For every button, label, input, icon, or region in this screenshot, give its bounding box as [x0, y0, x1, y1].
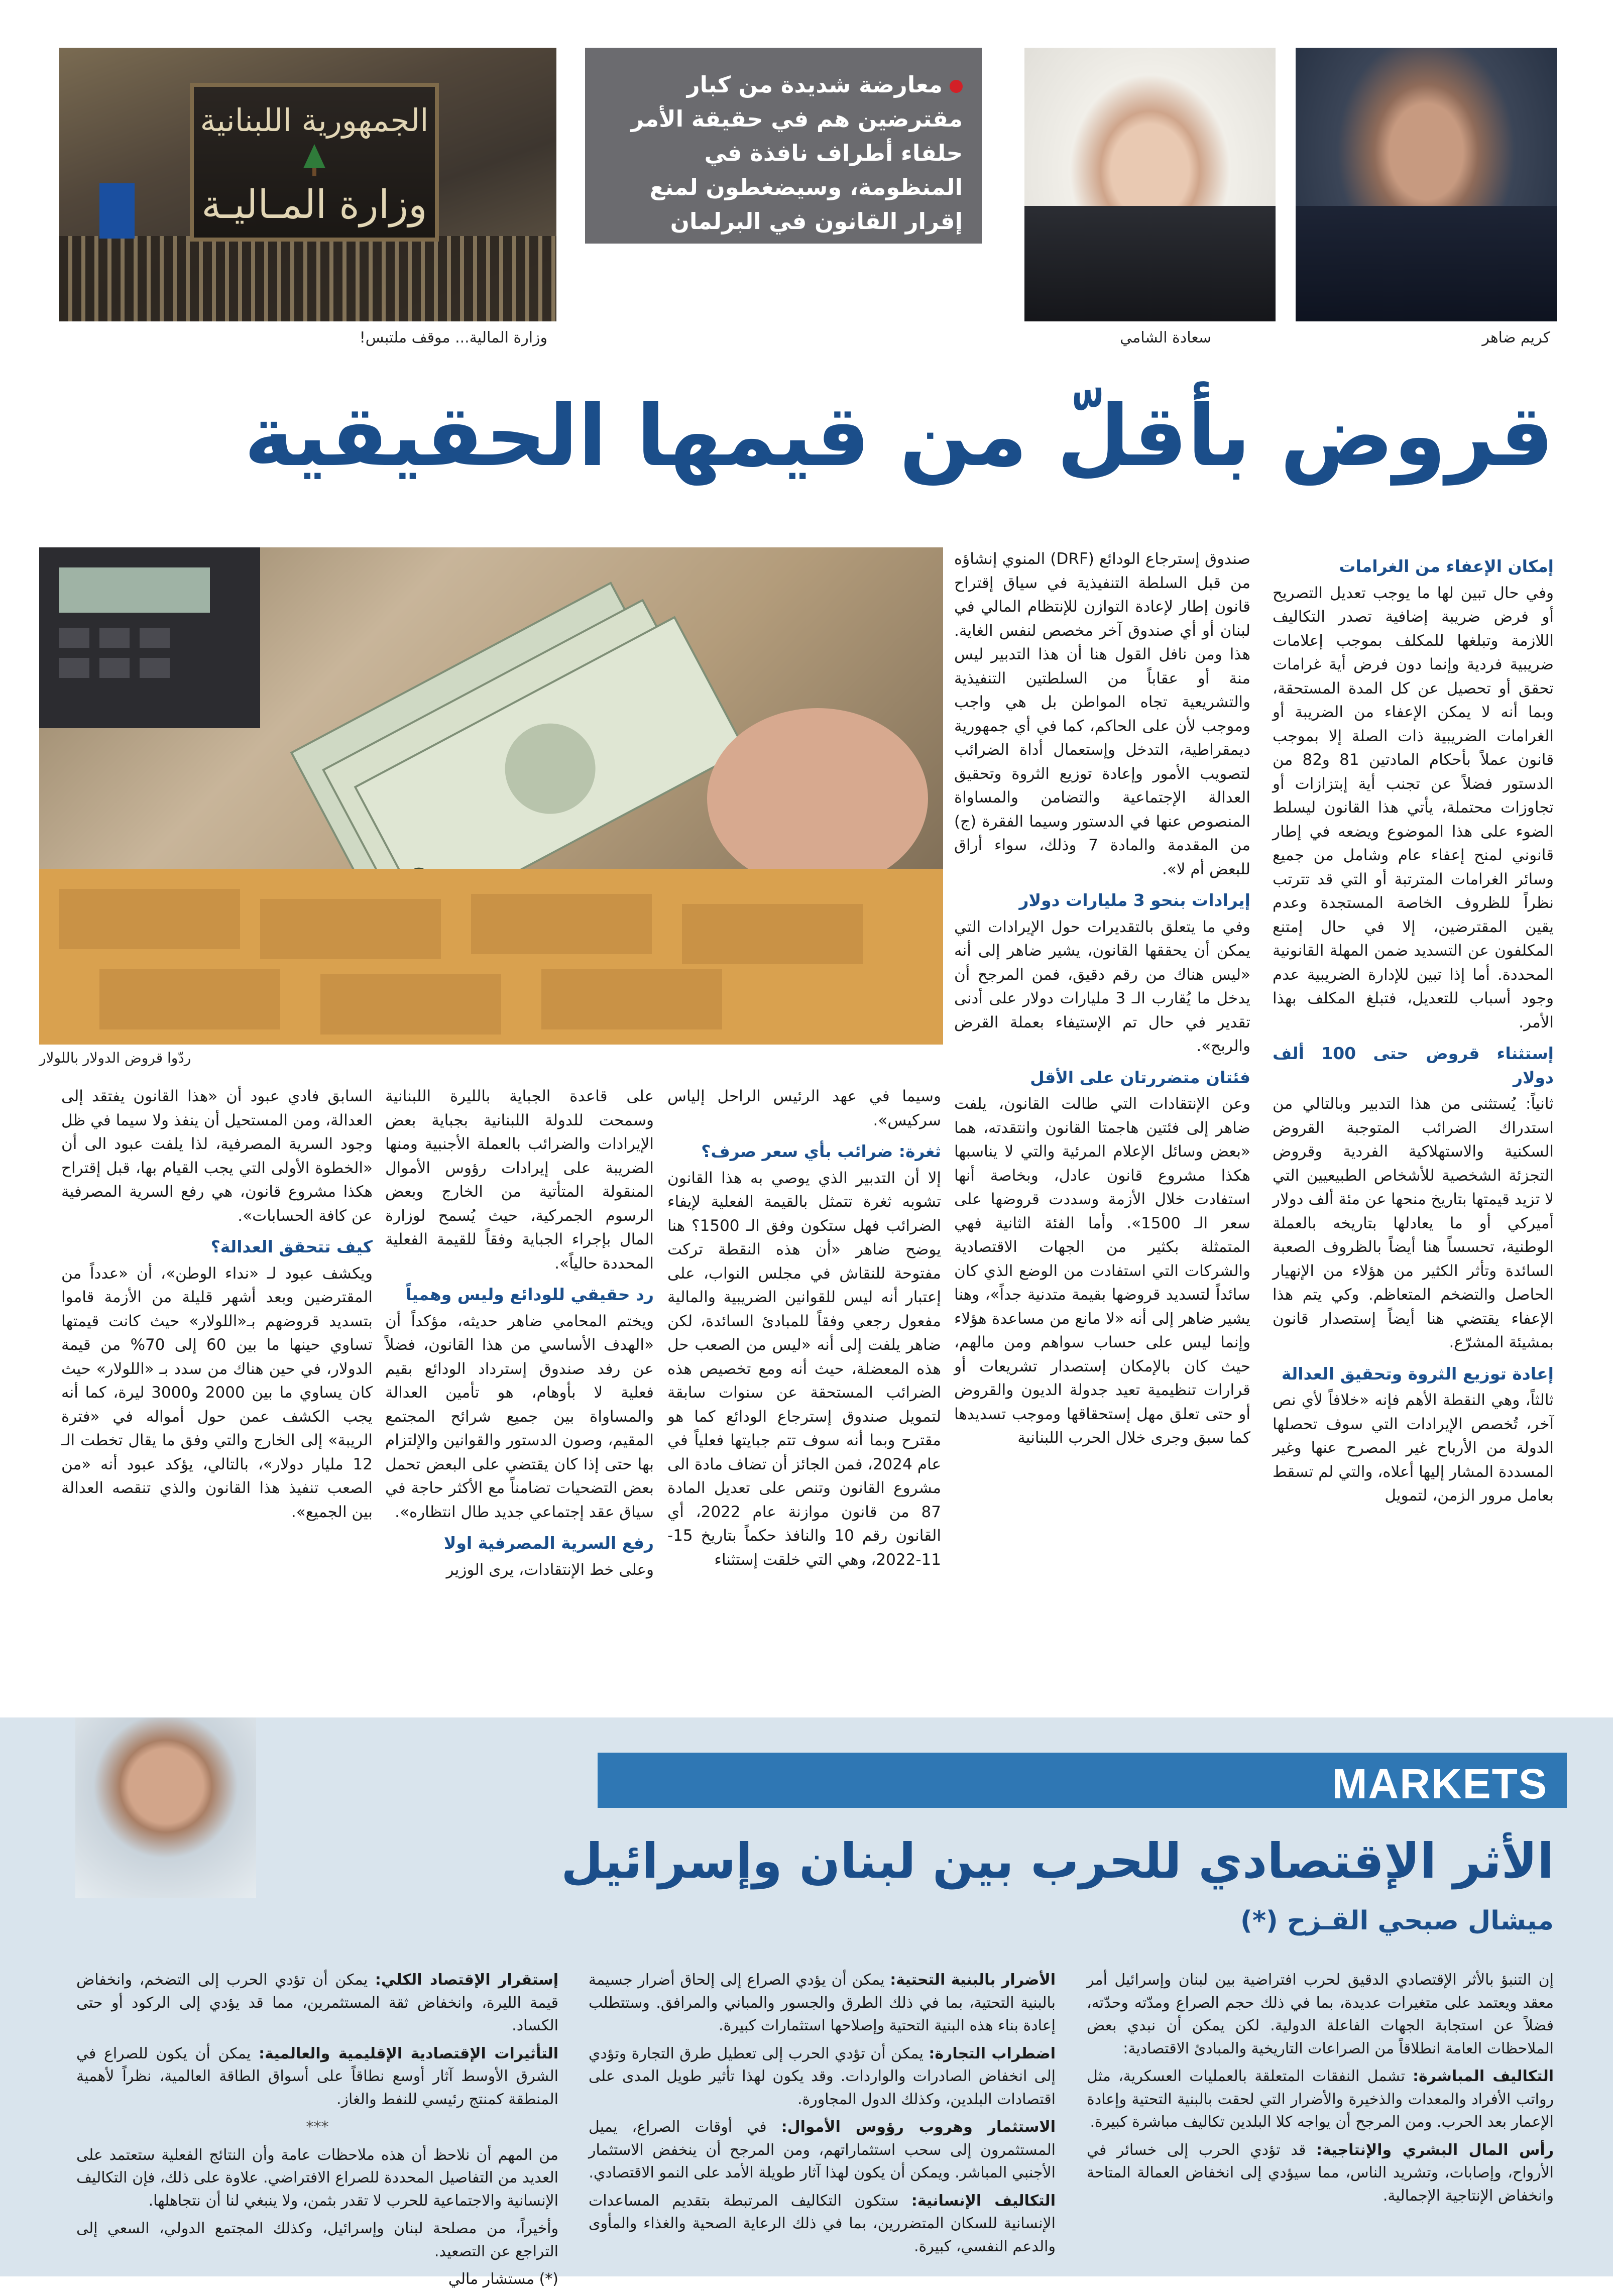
sign-line-1: الجمهورية اللبنانية [200, 102, 429, 139]
subheading: إعادة توزيع الثروة وتحقيق العدالة [1281, 1363, 1554, 1384]
suit [1024, 206, 1276, 321]
caption-chami: سعادة الشامي [1120, 329, 1211, 347]
article-column-2 [954, 547, 1250, 1455]
paragraph: وفي حال تبين لها ما يوجب تعديل التصريح أو فرض ضريبة إضافية تصدر التكاليف اللازمة وتبلغها للمكلف بموجب إعلامات ضريبية فردية وإنما دون فرض أية غرامات تحقق أو تحصيل عن كل المدة المستحقة، وبما أنه لا يمكن الإعفاء من الضريبة أو الغرامات الضريبية ذات الصلة إلا بموجب قانون عملاً بأحكام المادتين 81 و82 من الدستور فضلاً عن تجنب أية إبتزازات أو تجاوزات محتملة، يأتي هذا القانون ليسلط الضوء على هذا الموضوع ويضعه في إطار قانوني لمنح إعفاء عام وشامل من جميع وسائر الغرامات المترتبة أو التي قد تترتب نظراً للظروف الخاصة المستجدة وعدم يقين المقترضين، إلا في حال إمتنع المكلفون عن التسديد ضمن المهلة القانونية المحددة. أما إذا تبين للإدارة الضريبية عدم وجود أسباب للتعديل، فتبلغ المكلف بهذا الأمر. [1273, 584, 1554, 1031]
paragraph-text: يمكن أن يؤدي الصراع إلى إلحاق أضرار جسيمة بالبنية التحتية، بما في ذلك الطرق والجسور والمباني والمرافق. وستتطلب إعادة بناء هذه البنية التحتية وإصلاحها استثمارات كبيرة. [589, 1971, 1056, 2034]
paragraph [76, 1969, 558, 2037]
markets-bar [598, 1753, 1567, 1808]
markets-column-2 [589, 1969, 1056, 2263]
paragraph: وعلى خط الإنتقادات، يرى الوزير [446, 1560, 654, 1579]
paragraph: وعن الإنتقادات التي طالت القانون، يلفت ضاهر إلى فئتين هاجمتا القانون وانتقدته، هما «بعض وسائل الإعلام المرئية والتي لا يناسبها هكذا مشروع قانون عادل، وبخاصة أنها استفادت خلال الأزمة وسددت قروضها على سعر الـ 1500». وأما الفئة الثانية فهي المتمثلة بكثير من الجهات الاقتصادية والشركات التي استفادت من الوضع الذي كان سائداً لتسديد قروضها بقيمة متدنية جداً»، وهنا يشير ضاهر إلى أنه «لا مانع من مساعدة هؤلاء وإنما ليس على حساب سواهم ومن مالهم، حيث كان بالإمكان إستصدار تشريعات أو قرارات تنظيمية تعيد جدولة الديون والقروض أو حتى تعلق مهل إستحقاقها وموجب تسديدها كما سبق وجرى خلال الحرب اللبنانية [954, 1095, 1250, 1447]
paragraph-text: في أوقات الصراع، يميل المستثمرون إلى سحب استثماراتهم، ومن المرجح أن ينخفض الاستثمار الأجنبي المباشر. ويمكن أن يكون لهذا آثار طويلة الأمد على النمو الاقتصادي. [589, 2118, 1056, 2182]
ministry-photo [59, 48, 556, 321]
subheading: كيف تتحقق العدالة؟ [210, 1237, 373, 1256]
markets-headline: الأثر الإقتصادي للحرب بين لبنان وإسرائيل [561, 1833, 1554, 1889]
chami-photo [1024, 48, 1276, 321]
paragraph [76, 2042, 558, 2111]
paragraph: صندوق إسترجاع الودائع (DRF) المنوي إنشاؤه من قبل السلطة التنفيذية في سياق إقتراح قانون إطار لإعادة التوازن للإنتظام المالي في لبنان أو أي صندوق آخر مخصص لنفس الغاية. هذا ومن نافل القول هنا أن هذا التدبير ليس منة أو عقاباً من السلطتين التنفيذية والتشريعية تجاه المواطن بل هي واجب وموجب لأن على الحاكم، كما في أي جمهورية ديمقراطية، التدخل وإستعمال أداة الضرائب لتصويب الأمور وإعادة توزيع الثروة وتحقيق العدالة الإجتماعية والتضامن والمساواة المنصوص عنها في الدستور وسيما الفقرة (ج) من المقدمة والمادة 7 وذلك، سواء أراق للبعض أم لا». [954, 550, 1251, 878]
article-column-5 [61, 1085, 373, 1529]
paragraph: إلا أن التدبير الذي يوصي به هذا القانون تشوبه ثغرة تتمثل بالقيمة الفعلية لإيفاء الضرائب فهل ستكون وفق الـ 1500؟ هنا يوضح ضاهر «أن هذه النقطة تركت مفتوحة للنقاش في مجلس النواب، على إعتبار أنه ليس للقوانين الضريبية والمالية مفعول رجعي وفقاً للمبادئ السائدة، لكن ضاهر يلفت إلى أنه «ليس من الصعب حل هذه المعضلة، حيث أنه ومع تخصيص هذه الضرائب المستحقة عن سنوات سابقة لتمويل صندوق إسترجاع الودائع كما هو مقترح وبما أنه سوف تتم جبايتها فعلياً في عام 2024، فمن الجائز أن تضاف مادة الى مشروع القانون وتنص على تعديل المادة 87 من قانون موازنة عام 2022، أي القانون رقم 10 والنافذ حكماً بتاريخ 15-11-2022، وهي التي خلقت إستثناء [667, 1169, 941, 1569]
paragraph-lead: الأضرار بالبنية التحتية: [890, 1971, 1056, 1989]
paragraph: ويكشف عبود لـ «نداء الوطن»، أن «عدداً من المقترضين وبعد أشهر قليلة من الأزمة قاموا بتسديد قروضهم بـ«اللولار» حيث كانت قيمتها تساوي حينها ما بين 60 إلى 70% من قيمة الدولار، في حين هناك من سدد بـ «اللولار» حيث كان يساوي ما بين 2000 و3000 ليرة، كما أنه يجب الكشف عمن حول أمواله في «فترة الريبة» إلى الخارج والتي وفق ما يقال تخطت الـ 12 مليار دولار»، بالتالي، يؤكد عبود أنه «من الصعب تنفيذ هذا القانون والذي تنقصه العدالة بين الجميع». [61, 1264, 373, 1521]
paragraph [1087, 1969, 1554, 2060]
paragraph-lead: التكاليف الإنسانية: [911, 2192, 1056, 2210]
subheading: رفع السرية المصرفية اولا [443, 1533, 654, 1553]
paragraph-lead: التكاليف المباشرة: [1413, 2068, 1554, 2085]
article-column-4 [385, 1085, 654, 1587]
paragraph-lead: رأس المال البشري والإنتاجية: [1316, 2141, 1554, 2159]
bullet-icon [950, 80, 963, 93]
separator: *** [306, 2118, 329, 2136]
paragraph-text: تشمل النفقات المتعلقة بالعمليات العسكرية، مثل رواتب الأفراد والمعدات والذخيرة والأضرار التي لحقت بالبنية التحتية وإعادة الإعمار بعد الحرب. ومن المرجح أن يواجه كلا البلدين تكاليف مباشرة كبيرة. [1087, 2068, 1554, 2131]
door-plate [99, 183, 135, 239]
paragraph [76, 2268, 558, 2291]
paragraph [1087, 2065, 1554, 2134]
cedar-icon [299, 143, 329, 178]
subheading: إيرادات بنحو 3 مليارات دولار [1019, 890, 1250, 910]
author-avatar [75, 1717, 256, 1898]
paragraph-lead: إستقرار الإقتصاد الكلي: [375, 1971, 558, 1989]
author-name: ميشال صبحي القـزح (*) [1240, 1906, 1554, 1936]
door-grille [59, 236, 556, 321]
money-photo [39, 547, 943, 1045]
paragraph: السابق فادي عبود أن «هذا القانون يفتقد إلى العدالة، ومن المستحيل أن ينفذ ولا سيما في ظل وجود السرية المصرفية، لذا يلفت عبود الى أن «الخطوة الأولى التي يجب القيام بها، قبل إقتراح هكذا مشروع قانون، هي رفع السرية المصرفية عن كافة الحسابات». [61, 1087, 373, 1225]
paragraph: وفي ما يتعلق بالتقديرات حول الإيرادات التي يمكن أن يحققها القانون، يشير ضاهر إلى أنه «ليس هناك من رقم دقيق، فمن المرجح أن يدخل ما يُقارب الـ 3 مليارات دولار على أدنى تقدير في حال تم الإستيفاء بعملة القرض والربح». [954, 917, 1250, 1055]
subheading: رد حقيقي للودائع وليس وهمياً [405, 1285, 654, 1304]
caption-money: ردّوا قروض الدولار باللولار [39, 1050, 191, 1066]
paragraph-text: (*) مستشار مالي [448, 2270, 558, 2288]
pull-quote [585, 48, 982, 244]
paragraph: ويختم المحامي ضاهر حديثه، مؤكداً أن «الهدف الأساسي من هذا القانون، فضلاً عن رفد صندوق إسترداد الودائع بقيم فعلية لا بأوهام، هو تأمين العدالة والمساواة بين جميع شرائح المجتمع المقيم، وصون الدستور والقوانين والإلتزام بها حتى إذا كان يقتضي على البعض تحمل بعض التضحيات تضامناً مع الأكثر حاجة في سياق عقد إجتماعي جديد طال انتظاره». [385, 1312, 654, 1521]
page-title: قروض بأقلّ من قيمها الحقيقية [244, 387, 1554, 485]
paragraph: وسيما في عهد الرئيس الراحل إلياس سركيس». [667, 1087, 941, 1129]
suit [1296, 206, 1557, 321]
paragraph [1087, 2139, 1554, 2208]
paragraph-text: من المهم أن نلاحظ أن هذه ملاحظات عامة وأن النتائج الفعلية ستعتمد على العديد من التفاصيل المحددة للصراع الافتراضي. علاوة على ذلك، فإن التكاليف الإنسانية والاجتماعية للحرب لا تقدر بثمن، ولا ينبغي لنا أن نتجاهلها. [76, 2146, 558, 2210]
paragraph-text: يمكن أن تؤدي الحرب إلى التضخم، وانخفاض قيمة الليرة، وانخفاض ثقة المستثمرين، مما قد يؤدي إلى الركود أو حتى الكساد. [76, 1971, 558, 2034]
paragraph: على قاعدة الجباية بالليرة اللبنانية وسمحت للدولة اللبنانية بجباية بعض الإيرادات والضرائب بالعملة الأجنبية ومنها الضريبة على إيرادات رؤوس الأموال المنقولة المتأتية من الخارج وبعض الرسوم الجمركية، حيث يُسمح لوزارة المال بإجراء الجباية وفقاً للقيمة الفعلية المحددة حالياً». [385, 1087, 654, 1273]
paragraph [589, 2190, 1056, 2258]
paragraph [589, 2042, 1056, 2111]
paragraph-text: ستكون التكاليف المرتبطة بتقديم المساعدات الإنسانية للسكان المتضررين، بما في ذلك الرعاية الصحية والغذاء والمأوى والدعم النفسي، كبيرة. [589, 2192, 1056, 2255]
pull-quote-text: معارضة شديدة من كبار مقترضين هم في حقيقة الأمر حلفاء أطراف نافذة في المنظومة، وسيضغطون لمنع إقرار القانون في البرلمان [631, 71, 963, 235]
paragraph-text: وأخيراً، من مصلحة لبنان وإسرائيل، وكذلك المجتمع الدولي، السعي إلى التراجع عن التصعيد. [76, 2220, 558, 2260]
paragraph-text: يمكن أن تؤدي الحرب إلى تعطيل طرق التجارة وتؤدي إلى انخفاض الصادرات والواردات. وقد يكون لهذا تأثير طويل المدى على اقتصادات البلدين، وكذلك الدول المجاورة. [589, 2044, 1056, 2108]
ministry-sign [190, 83, 439, 242]
paragraph: ثانياً: يُستثنى من هذا التدبير وبالتالي من استدراك الضرائب المتوجبة القروض السكنية والاستهلاكية الفردية وقروض التجزئة الشخصية للأشخاص الطبيعيين التي لا تزيد قيمتها بتاريخ منحها عن مئة ألف دولار أميركي أو ما يعادلها بتاريخه بالعملة الوطنية، تحسساً هنا أيضاً بالظروف الصعبة السائدة وتأثر الكثير من هؤلاء من الإنهيار الحاصل والتضخم المتعاظم. وكي يتم هذا الإعفاء يقتضي هنا أيضاً إستصدار قانون بمشيئة المشرّع. [1273, 1095, 1554, 1351]
paragraph-lead: الاستثمار وهروب رؤوس الأموال: [781, 2118, 1056, 2136]
paragraph [76, 2144, 558, 2213]
markets-column-3 [76, 1969, 558, 2296]
article-column-3 [667, 1085, 941, 1577]
subheading: إمكان الإعفاء من الغرامات [1339, 556, 1554, 576]
paragraph-text: قد تؤدي الحرب إلى خسائر في الأرواح، وإصابات، وتشريد الناس، مما سيؤدي إلى انخفاض العمالة المتاحة وانخفاض الإنتاجية الإجمالية. [1087, 2141, 1554, 2205]
paragraph-lead: التأثيرات الإقتصادية الإقليمية والعالمية: [259, 2044, 559, 2062]
subheading: ثغرة: ضرائب بأي سعر صرف؟ [701, 1141, 941, 1161]
paragraph-text: إن التنبؤ بالأثر الإقتصادي الدقيق لحرب افتراضية بين لبنان وإسرائيل أمر معقد ويعتمد على متغيرات عديدة، بما في ذلك حجم الصراع ومدّته وحدّته، فضلاً عن استجابة الجهات الفاعلة الدولية. لكن يمكن أن نبدي بعض الملاحظات العامة انطلاقاً من الصراعات التاريخية والمبادئ الاقتصادية: [1087, 1971, 1554, 2057]
sign-line-2: وزارة المـاليـة [201, 182, 427, 227]
markets-column-1 [1087, 1969, 1554, 2212]
caption-daher: كريم ضاهر [1482, 329, 1550, 347]
article-column-1 [1273, 547, 1554, 1513]
paragraph: ثالثاً، وهي النقطة الأهم فإنه «خلافاً لأي نص آخر، تُخصص الإيرادات التي سوف تحصلها الدولة من الأرباح غير المصرح عنها وغير المسددة المشار إليها أعلاه، والتي لم تسقط بعامل مرور الزمن، لتمويل [1273, 1391, 1554, 1505]
daher-photo [1296, 48, 1557, 321]
paragraph [589, 2116, 1056, 2185]
money-illustration [39, 547, 943, 1045]
paragraph [76, 2217, 558, 2263]
caption-ministry: وزارة المالية... موقف ملتبس! [359, 329, 547, 347]
subheading: إستثناء قروض حتى 100 ألف دولار [1273, 1044, 1554, 1087]
paragraph-text: يمكن أن يكون للصراع في الشرق الأوسط آثار أوسع نطاقاً على أسواق الطاقة العالمية، نظراً لأهمية المنطقة كمنتج رئيسي للنفط والغاز. [76, 2044, 558, 2108]
paragraph-lead: اضطراب التجارة: [929, 2044, 1056, 2062]
subheading: فئتان متضررتان على الأقل [1030, 1067, 1250, 1087]
paragraph [589, 1969, 1056, 2037]
markets-label: MARKETS [1332, 1760, 1548, 1807]
